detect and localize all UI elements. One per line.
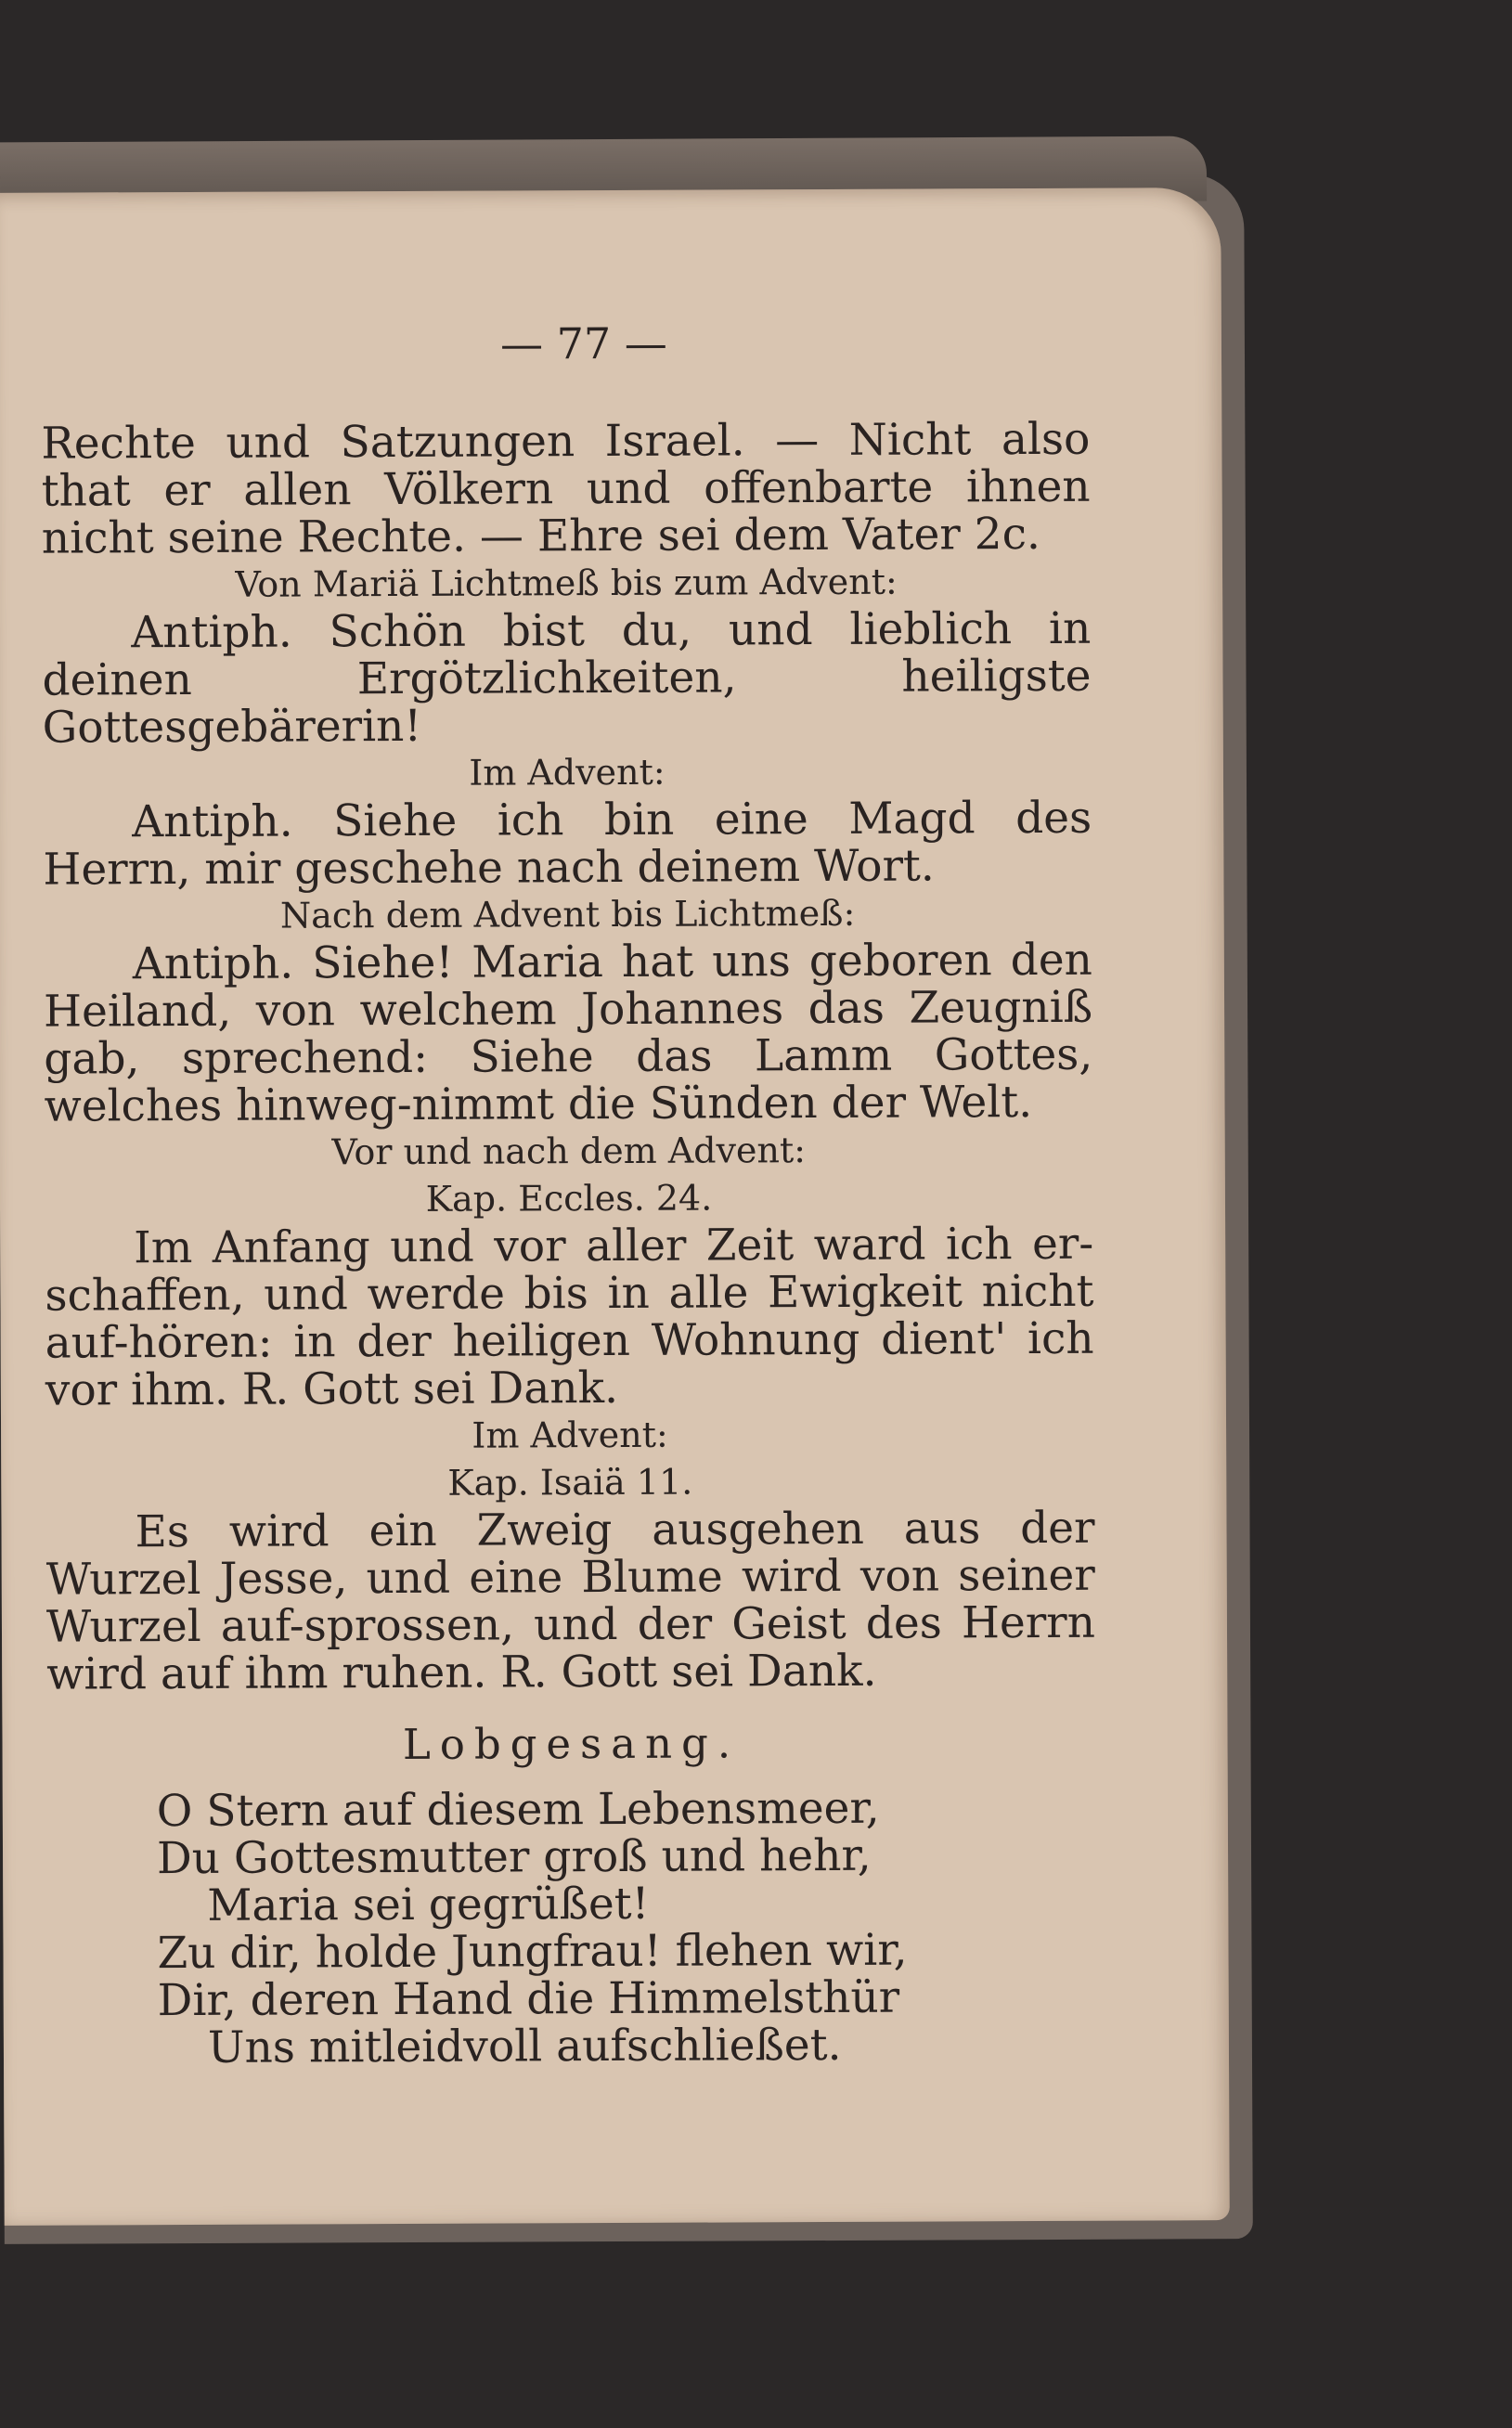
- poem-line: Dir, deren Hand die Himmelsthür: [157, 1971, 900, 2027]
- poem-line: Zu dir, holde Jungfrau! flehen wir,: [157, 1924, 908, 1980]
- heading-kap-eccles: Kap. Eccles. 24.: [425, 1177, 713, 1220]
- heading-im-advent: Im Advent:: [469, 751, 666, 794]
- paragraph-antiph-magd: Antiph. Siehe ich bin eine Magd des Herrn, mir geschehe nach deinem Wort.: [43, 792, 1092, 896]
- page-number: — 77 —: [499, 317, 667, 369]
- hymn-poem: [157, 1784, 1097, 2072]
- paragraph-antiph-schoen: Antiph. Schön bist du, und lieblich in deinen Ergötzlichkeiten, heiligste Gottesgebärerin!: [42, 602, 1092, 754]
- paragraph-im-anfang: Im Anfang und vor aller Zeit ward ich er-schaffen, und werde bis in alle Ewigkeit nicht auf-hören: in der heiligen Wohnung dient' ich vor ihm. R. Gott sei Dank.: [45, 1218, 1094, 1416]
- poem-line: Uns mitleidvoll aufschließet.: [207, 2019, 842, 2073]
- paragraph-zweig: Es wird ein Zweig ausgehen aus der Wurzel Jesse, und eine Blume wird von seiner Wurzel auf-sprossen, und der Geist des Herrn wird auf ihm ruhen. R. Gott sei Dank.: [45, 1502, 1096, 1700]
- book-page: [0, 187, 1230, 2226]
- hymn-title: Lobgesang.: [402, 1718, 741, 1769]
- paragraph-rechte: Rechte und Satzungen Israel. — Nicht also that er allen Völkern und offenbarte ihnen nicht seine Rechte. — Ehre sei dem Vater 2c.: [41, 413, 1091, 564]
- heading-lichtmess-advent: Von Mariä Lichtmeß bis zum Advent:: [235, 561, 898, 605]
- poem-line: O Stern auf diesem Lebensmeer,: [156, 1782, 880, 1838]
- heading-im-advent-2: Im Advent:: [472, 1414, 668, 1456]
- heading-kap-isaiae: Kap. Isaiä 11.: [447, 1461, 693, 1504]
- heading-vor-nach-advent: Vor und nach dem Advent:: [331, 1130, 807, 1173]
- heading-nach-advent: Nach dem Advent bis Lichtmeß:: [279, 892, 856, 936]
- poem-line: Maria sei gegrüßet!: [207, 1878, 650, 1931]
- page-text-block: [41, 318, 1097, 2073]
- paragraph-antiph-heiland: Antiph. Siehe! Maria hat uns geboren den Heiland, von welchem Johannes das Zeugniß gab, sprechend: Siehe das Lamm Gottes, welches hinweg-nimmt die Sünden der Welt.: [43, 934, 1093, 1132]
- poem-line: Du Gottesmutter groß und hehr,: [156, 1829, 872, 1885]
